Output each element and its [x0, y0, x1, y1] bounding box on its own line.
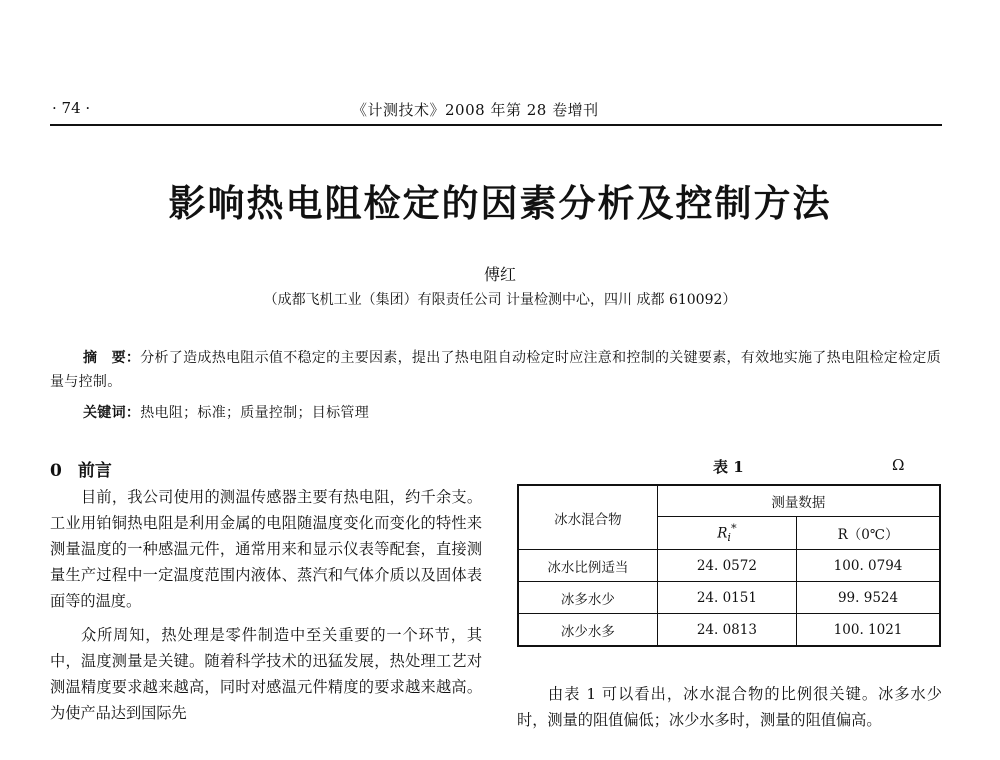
keywords-text: 热电阻；标准；质量控制；目标管理	[140, 405, 370, 421]
author: 傅红	[483, 265, 516, 284]
running-title: 《计测技术》2008 年第 28 卷增刊	[352, 101, 599, 119]
ri-subscript: i	[727, 531, 731, 545]
header-rule	[50, 124, 942, 126]
paragraph: 目前，我公司使用的测温传感器主要有热电阻，约千余支。工业用铂铜热电阻是利用金属的电阻随温度变化而变化的特性来测量温度的一种感温元件，通常用来和显示仪表等配套，直接测量生产过程中一定温度范围内液体、蒸汽和气体介质以及固体表面等的温度。	[50, 488, 482, 610]
abstract-label: 摘 要：	[83, 350, 141, 366]
table-cell-ri: 24. 0151	[657, 582, 796, 614]
table-cell-ri: 24. 0572	[657, 550, 796, 582]
right-column-text: 由表 1 可以看出，冰水混合物的比例很关键。冰多水少时，测量的阻值偏低；冰少水多时，测量的阻值偏高。	[517, 685, 942, 729]
table-cell-ri: 24. 0813	[657, 614, 796, 647]
table-row	[518, 550, 940, 582]
table-caption: 表 1	[713, 458, 744, 476]
left-column	[50, 484, 482, 726]
paragraph: 众所周知，热处理是零件制造中至关重要的一个环节，其中，温度测量是关键。随着科学技术的迅猛发展，热处理工艺对测温精度要求越来越高，同时对感温元件精度的要求越来越高。为使产品达到国际先	[50, 626, 482, 722]
table-unit: Ω	[892, 456, 905, 474]
abstract	[50, 346, 942, 394]
ri-symbol: R	[717, 525, 728, 542]
table-cell-label: 冰多水少	[518, 582, 657, 614]
table-cell-r0: 100. 1021	[797, 614, 940, 647]
table-cell-label: 冰少水多	[518, 614, 657, 647]
keywords-label: 关键词：	[83, 405, 141, 421]
table-header-mixture: 冰水混合物	[518, 485, 657, 550]
section-title: 前言	[77, 461, 112, 481]
table-header-ri	[657, 517, 796, 550]
section-heading	[50, 456, 112, 481]
ri-superscript: *	[730, 521, 737, 535]
keywords	[83, 402, 369, 422]
paper-title: 影响热电阻检定的因素分析及控制方法	[168, 181, 832, 225]
table-cell-r0: 100. 0794	[797, 550, 940, 582]
data-table	[517, 484, 941, 647]
abstract-text: 分析了造成热电阻示值不稳定的主要因素，提出了热电阻自动检定时应注意和控制的关键要素，有效地实施了热电阻检定检定质量与控制。	[50, 350, 941, 390]
affiliation: （成都飞机工业（集团）有限责任公司 计量检测中心，四川 成都 610092）	[263, 292, 737, 308]
page-number: · 74 ·	[52, 99, 91, 117]
table-row	[518, 614, 940, 647]
section-number: 0	[50, 461, 62, 481]
table-header-r0: R（0℃）	[797, 517, 940, 550]
table-header-measurement: 测量数据	[657, 485, 940, 517]
table-cell-r0: 99. 9524	[797, 582, 940, 614]
table-cell-label: 冰水比例适当	[518, 550, 657, 582]
table-row	[518, 582, 940, 614]
